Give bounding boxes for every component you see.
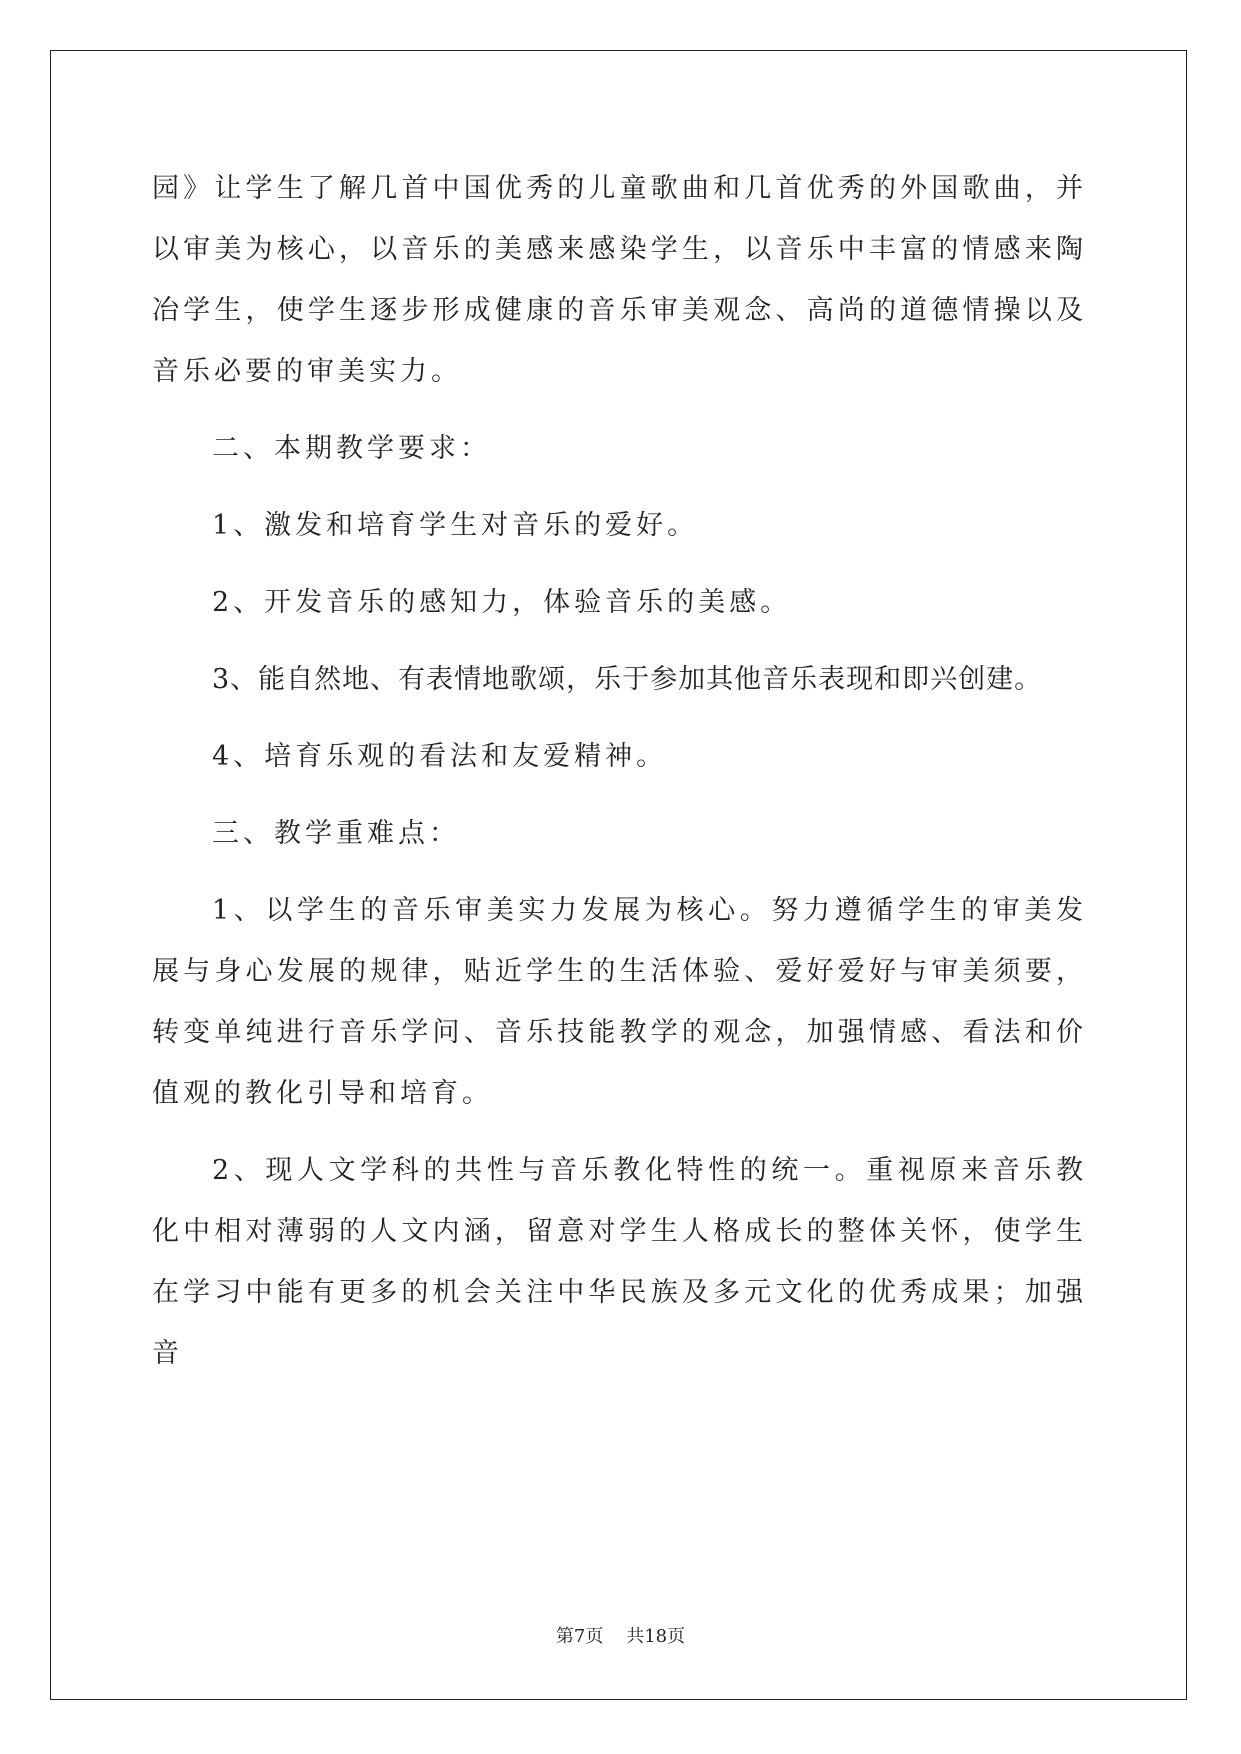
section-heading-3: 三、教学重难点： bbox=[212, 818, 460, 849]
requirement-item-3: 3、能自然地、有表情地歌颂，乐于参加其他音乐表现和即兴创建。 bbox=[212, 664, 1043, 695]
page-number-footer: 第7页 共18页 bbox=[555, 1626, 686, 1647]
requirement-item-4: 4、培育乐观的看法和友爱精神。 bbox=[212, 741, 668, 772]
document-body bbox=[152, 158, 1087, 1384]
key-point-2: 2、现人文学科的共性与音乐教化特性的统一。重视原来音乐教化中相对薄弱的人文内涵，留意对学生人格成长的整体关怀，使学生在学习中能有更多的机会关注中华民族及多元文化的优秀成果；加强音 bbox=[152, 1155, 1087, 1369]
paragraph-1: 园》让学生了解几首中国优秀的儿童歌曲和几首优秀的外国歌曲，并以审美为核心，以音乐的美感来感染学生，以音乐中丰富的情感来陶冶学生，使学生逐步形成健康的音乐审美观念、高尚的道德情操以及音乐必要的审美实力。 bbox=[152, 173, 1087, 387]
requirement-item-2: 2、开发音乐的感知力，体验音乐的美感。 bbox=[212, 587, 792, 618]
section-heading-2: 二、本期教学要求： bbox=[212, 433, 491, 464]
key-point-1: 1、以学生的音乐审美实力发展为核心。努力遵循学生的审美发展与身心发展的规律，贴近学生的生活体验、爱好爱好与审美须要，转变单纯进行音乐学问、音乐技能教学的观念，加强情感、看法和价值观的教化引导和培育。 bbox=[152, 895, 1087, 1109]
requirement-item-1: 1、激发和培育学生对音乐的爱好。 bbox=[212, 510, 699, 541]
